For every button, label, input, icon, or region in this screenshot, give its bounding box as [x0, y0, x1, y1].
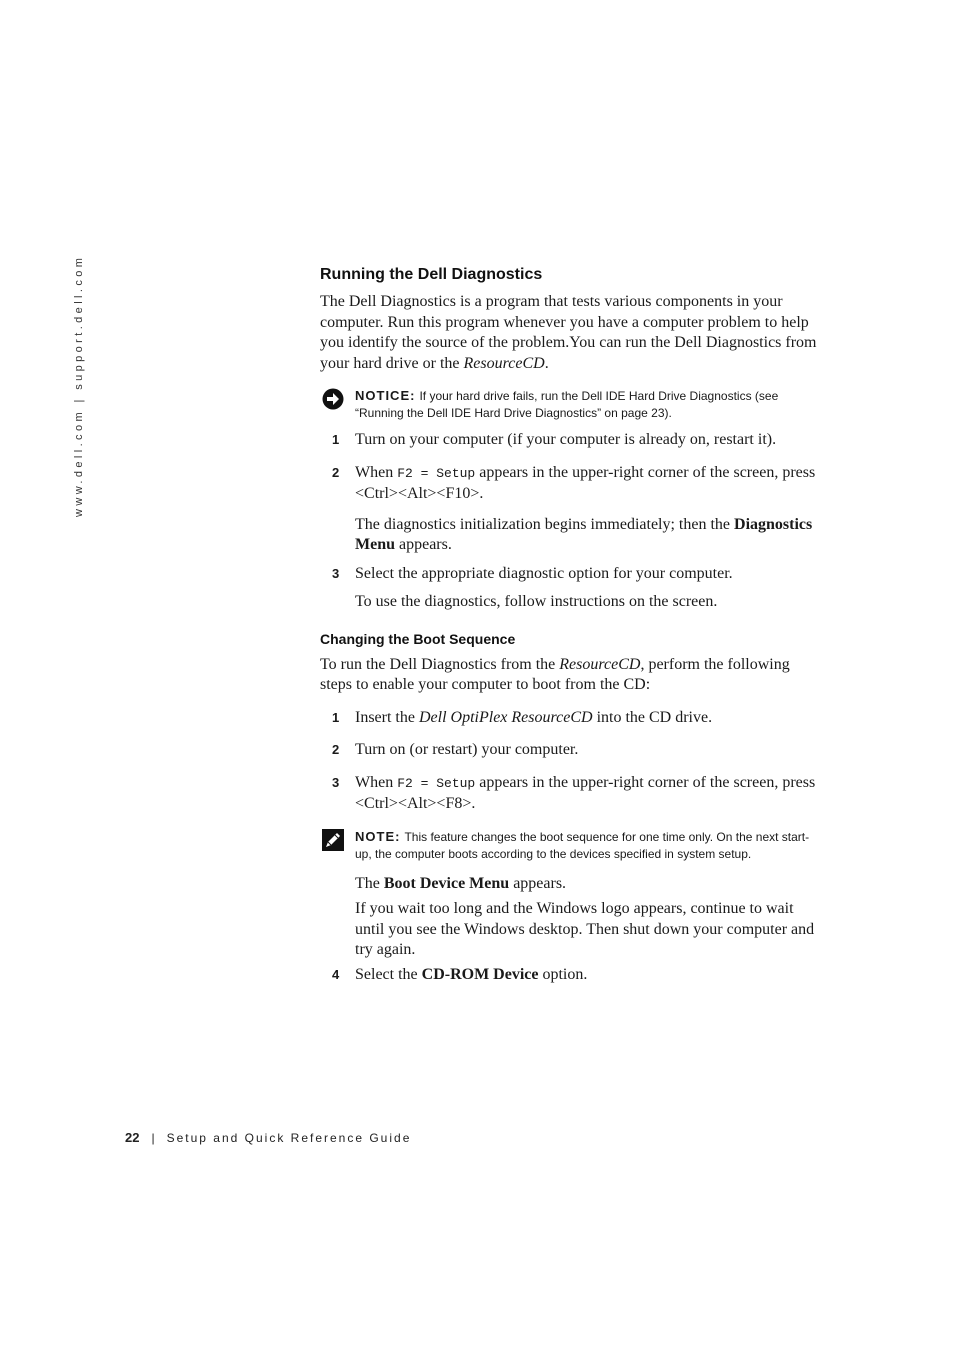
- list-item: 4 Select the CD-ROM Device option.: [332, 965, 588, 983]
- wait-followup: If you wait too long and the Windows logo appears, continue to wait until you see the Windows desktop. Then shut down your computer and try again.: [355, 900, 815, 958]
- section2-steps: [320, 708, 825, 815]
- note-pencil-icon: [322, 829, 344, 851]
- note-label: NOTE:: [355, 828, 401, 844]
- footer-separator: |: [151, 1131, 155, 1145]
- page-content: [320, 264, 825, 985]
- list-item: 2 When F2 = Setup appears in the upper-right corner of the screen, press <Ctrl><Alt><F10>.: [332, 463, 816, 502]
- sidebar-url: www.dell.com | support.dell.com: [73, 254, 85, 517]
- notice-label: NOTICE:: [355, 388, 416, 403]
- notice-callout: [320, 387, 825, 422]
- notice-text: If your hard drive fails, run the Dell IDE Hard Drive Diagnostics (see “Running the Dell IDE Hard Drive Diagnostics” on page 23).: [355, 389, 779, 420]
- note-callout: [320, 828, 825, 863]
- section2-intro: To run the Dell Diagnostics from the ResourceCD, perform the following steps to enable your computer to boot from the CD:: [320, 655, 790, 693]
- list-item: 1 Turn on your computer (if your computer is already on, restart it).: [332, 431, 777, 448]
- step2-followup: The diagnostics initialization begins immediately; then the Diagnostics Menu appears.: [355, 515, 813, 553]
- page-footer: [125, 1130, 411, 1145]
- note-text: This feature changes the boot sequence for one time only. On the next start-up, the computer boots according to the devices specified in system setup.: [355, 829, 810, 861]
- list-item: 1 Insert the Dell OptiPlex ResourceCD into the CD drive.: [332, 708, 713, 726]
- boot-menu-followup: The Boot Device Menu appears.: [355, 874, 567, 892]
- section1-intro: The Dell Diagnostics is a program that tests various components in your computer. Run this program whenever you have a computer problem to help you identify the source of the problem.You can run the Dell Diagnostics from your hard drive or the ResourceCD.: [320, 293, 817, 372]
- section-heading-boot-sequence: Changing the Boot Sequence: [320, 630, 516, 647]
- list-item: 3 When F2 = Setup appears in the upper-right corner of the screen, press <Ctrl><Alt><F8>.: [332, 773, 816, 812]
- notice-arrow-icon: [322, 388, 344, 410]
- list-item: 3 Select the appropriate diagnostic option for your computer.: [332, 564, 733, 582]
- page-number: 22: [125, 1130, 140, 1145]
- step3-followup: To use the diagnostics, follow instructions on the screen.: [355, 593, 718, 610]
- list-item: 2 Turn on (or restart) your computer.: [332, 741, 579, 758]
- footer-title: Setup and Quick Reference Guide: [166, 1131, 412, 1145]
- section-heading-running-diagnostics: Running the Dell Diagnostics: [320, 266, 543, 283]
- section1-steps: [320, 430, 825, 505]
